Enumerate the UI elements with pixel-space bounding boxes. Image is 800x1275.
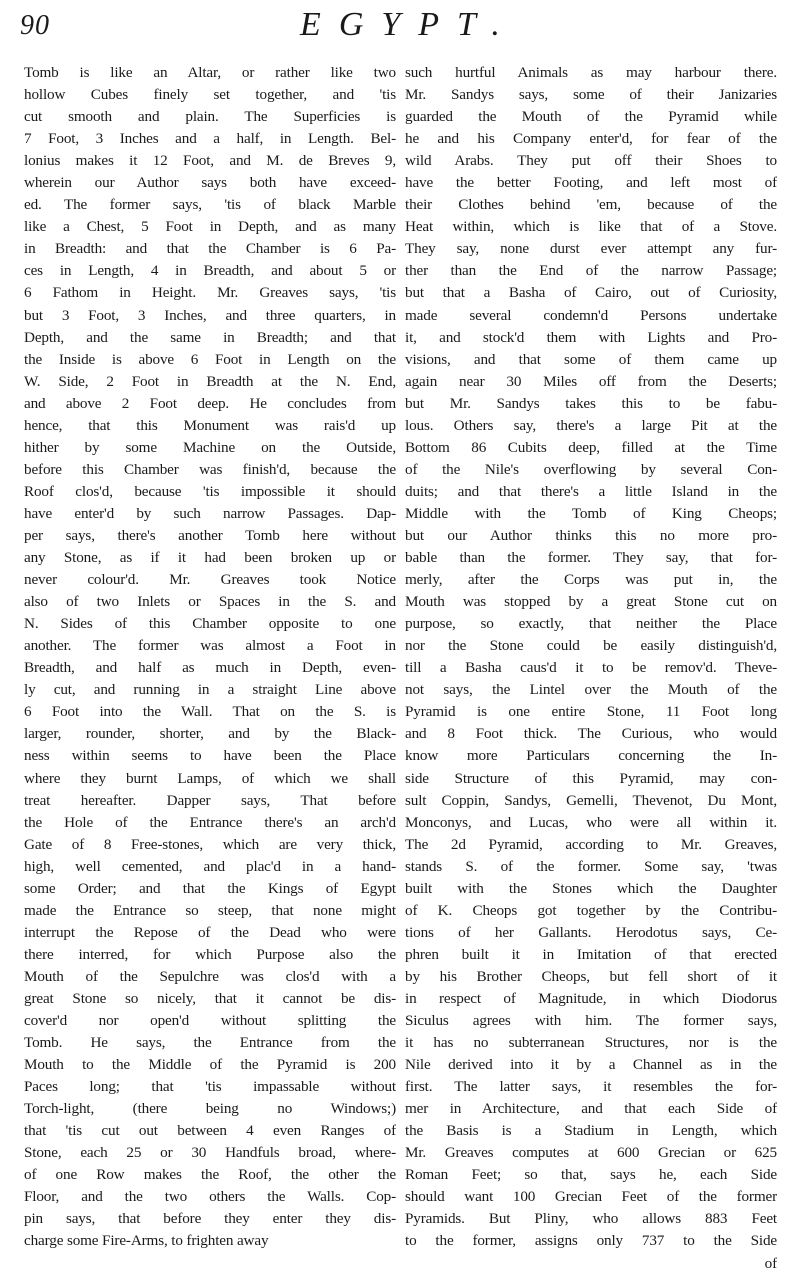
text-line: there interred, for which Purpose also the [24, 945, 396, 963]
text-line: side Structure of this Pyramid, may con- [405, 769, 777, 787]
text-line: pin says, that before they enter they dis- [24, 1210, 396, 1228]
text-line: visions, and that some of them came up [405, 350, 777, 368]
text-line: Gate of 8 Free-stones, which are very thick, [24, 835, 396, 853]
text-line: great Stone so nicely, that it cannot be dis- [24, 989, 396, 1007]
text-line: ly cut, and running in a straight Line above [24, 681, 396, 699]
text-line: hence, that this Monument was rais'd up [24, 416, 396, 434]
text-line: of one Row makes the Roof, the other the [24, 1166, 396, 1184]
text-line: mer in Architecture, and that each Side of [405, 1100, 777, 1118]
text-line: lous. Others say, there's a large Pit at the [405, 416, 777, 434]
text-line: built with the Stones which the Daughter [405, 879, 777, 897]
text-line: Pyramids. But Pliny, who allows 883 Feet [405, 1210, 777, 1228]
text-line: of K. Cheops got together by the Contribu- [405, 901, 777, 919]
text-line: lonius makes it 12 Foot, and M. de Breves 9, [24, 152, 396, 170]
text-line: should want 100 Grecian Feet of the former [405, 1188, 777, 1206]
text-line: guarded the Mouth of the Pyramid while [405, 108, 777, 126]
text-line: not says, the Lintel over the Mouth of the [405, 681, 777, 699]
text-line: first. The latter says, it resembles the for- [405, 1078, 777, 1096]
text-line: where they burnt Lamps, of which we shall [24, 769, 396, 787]
text-line: but that a Basha of Cairo, out of Curiosity, [405, 284, 777, 302]
text-line: Depth, and the same in Breadth; and that [24, 328, 396, 346]
text-line: ness within seems to have been the Place [24, 747, 396, 765]
text-line: N. Sides of this Chamber opposite to one [24, 615, 396, 633]
text-line: Middle with the Tomb of King Cheops; [405, 504, 777, 522]
text-line: Roman Feet; so that, says he, each Side [405, 1166, 777, 1184]
text-line: cut smooth and plain. The Superficies is [24, 108, 396, 126]
text-line: Bottom 86 Cubits deep, filled at the Time [405, 438, 777, 456]
text-line: larger, rounder, shorter, and by the Black- [24, 725, 396, 743]
text-line: but Mr. Sandys takes this to be fabu- [405, 394, 777, 412]
text-line: per says, there's another Tomb here without [24, 526, 396, 544]
text-line: it has no subterranean Structures, nor is the [405, 1034, 777, 1052]
text-line: know more Particulars concerning the In- [405, 747, 777, 765]
text-line: their Clothes behind 'em, because of the [405, 196, 777, 214]
text-line: Torch-light, (there being no Windows;) [24, 1100, 396, 1118]
text-line: 6 Foot into the Wall. That on the S. is [24, 703, 396, 721]
text-line: of the Nile's overflowing by several Con- [405, 460, 777, 478]
text-line: wherein our Author says both have exceed- [24, 174, 396, 192]
text-line: ed. The former says, 'tis of black Marble [24, 196, 396, 214]
text-line: Siculus agrees with him. The former says, [405, 1012, 777, 1030]
text-line: sult Coppin, Sandys, Gemelli, Thevenot, Du Mont, [405, 791, 777, 809]
text-line: made several condemn'd Persons undertake [405, 306, 777, 324]
text-line: purpose, so exactly, that neither the Place [405, 615, 777, 633]
text-line: duits; and that there's a little Island in the [405, 482, 777, 500]
text-line: have enter'd by such narrow Passages. Dap- [24, 504, 396, 522]
text-line: he and his Company enter'd, for fear of the [405, 130, 777, 148]
text-line: such hurtful Animals as may harbour there. [405, 64, 777, 81]
text-line: 6 Fathom in Height. Mr. Greaves says, 'tis [24, 284, 396, 302]
text-line: Floor, and the two others the Walls. Cop- [24, 1188, 396, 1206]
text-line: ther than the End of the narrow Passage; [405, 262, 777, 280]
catchword: of [764, 1254, 777, 1272]
text-line: the Inside is above 6 Foot in Length on the [24, 350, 396, 368]
text-line: have the better Footing, and left most of [405, 174, 777, 192]
text-line: The 2d Pyramid, according to Mr. Greaves, [405, 835, 777, 853]
text-line: 7 Foot, 3 Inches and a half, in Length. Bel- [24, 130, 396, 148]
right-column [405, 62, 777, 1275]
text-line: interrupt the Repose of the Dead who were [24, 923, 396, 941]
text-line: the Basis is a Stadium in Length, which [405, 1122, 777, 1140]
text-line: Stone, each 25 or 30 Handfuls broad, where- [24, 1144, 396, 1162]
text-line: by his Brother Cheops, but fell short of it [405, 967, 777, 985]
text-line: Breadth, and half as much in Depth, even- [24, 659, 396, 677]
text-line: the Hole of the Entrance there's an arch'd [24, 813, 396, 831]
left-column [24, 62, 396, 1253]
text-line: made the Entrance so steep, that none might [24, 901, 396, 919]
text-line: and above 2 Foot deep. He concludes from [24, 394, 396, 412]
text-line: another. The former was almost a Foot in [24, 637, 396, 655]
text-line: stands S. of the former. Some say, 'twas [405, 857, 777, 875]
text-line: till a Basha caus'd it to be remov'd. Theve- [405, 659, 777, 677]
page-number: 90 [20, 10, 50, 41]
text-line: and 8 Foot thick. The Curious, who would [405, 725, 777, 743]
text-line: Tomb is like an Altar, or rather like two [24, 64, 396, 81]
text-line: hither by some Machine on the Outside, [24, 438, 396, 456]
text-line: hollow Cubes finely set together, and 'tis [24, 86, 396, 104]
text-line: never colour'd. Mr. Greaves took Notice [24, 571, 396, 589]
text-line: treat hereafter. Dapper says, That before [24, 791, 396, 809]
text-line: They say, none durst ever attempt any fur- [405, 240, 777, 258]
text-line: wild Arabs. They put off their Shoes to [405, 152, 777, 170]
text-line: charge some Fire-Arms, to frighten away [24, 1232, 269, 1250]
text-line: Mouth was stopped by a great Stone cut on [405, 593, 777, 611]
text-line: tions of her Gallants. Herodotus says, Ce- [405, 923, 777, 941]
text-line: Mouth to the Middle of the Pyramid is 200 [24, 1056, 396, 1074]
text-line: that 'tis cut out between 4 even Ranges of [24, 1122, 396, 1140]
text-line: like a Chest, 5 Foot in Depth, and as many [24, 218, 396, 236]
text-line: in Breadth: and that the Chamber is 6 Pa- [24, 240, 396, 258]
text-line: but our Author thinks this no more pro- [405, 526, 777, 544]
text-line: high, well cemented, and plac'd in a hand- [24, 857, 396, 875]
text-line: in respect of Magnitude, in which Diodorus [405, 989, 777, 1007]
text-line: Heat within, which is like that of a Stove. [405, 218, 777, 236]
text-line: again near 30 Miles off from the Deserts; [405, 372, 777, 390]
text-line: Roof clos'd, because 'tis impossible it should [24, 482, 396, 500]
text-line: but 3 Foot, 3 Inches, and three quarters, in [24, 306, 396, 324]
text-line: to the former, assigns only 737 to the Side [405, 1232, 777, 1250]
text-line: Paces long; that 'tis impassable without [24, 1078, 396, 1096]
text-line: Mouth of the Sepulchre was clos'd with a [24, 967, 396, 985]
text-line: bable than the former. They say, that for- [405, 549, 777, 567]
text-line: cover'd nor open'd without splitting the [24, 1012, 396, 1030]
text-line: Mr. Sandys says, some of their Janizaries [405, 86, 777, 104]
text-line: any Stone, as if it had been broken up or [24, 549, 396, 567]
text-line: nor the Stone could be easily distinguish'd, [405, 637, 777, 655]
text-line: Nile derived into it by a Channel as in the [405, 1056, 777, 1074]
text-line: Mr. Greaves computes at 600 Grecian or 625 [405, 1144, 777, 1162]
text-line: merly, after the Corps was put in, the [405, 571, 777, 589]
text-line: W. Side, 2 Foot in Breadth at the N. End, [24, 372, 396, 390]
text-line: also of two Inlets or Spaces in the S. and [24, 593, 396, 611]
text-line: it, and stock'd them with Lights and Pro- [405, 328, 777, 346]
text-line: some Order; and that the Kings of Egypt [24, 879, 396, 897]
text-line: before this Chamber was finish'd, because the [24, 460, 396, 478]
running-head: EGYPT. [300, 6, 518, 43]
text-line: phren built it in Imitation of that erected [405, 945, 777, 963]
text-line: Tomb. He says, the Entrance from the [24, 1034, 396, 1052]
text-line: Monconys, and Lucas, who were all within it. [405, 813, 777, 831]
text-line: ces in Length, 4 in Breadth, and about 5 or [24, 262, 396, 280]
text-line: Pyramid is one entire Stone, 11 Foot long [405, 703, 777, 721]
